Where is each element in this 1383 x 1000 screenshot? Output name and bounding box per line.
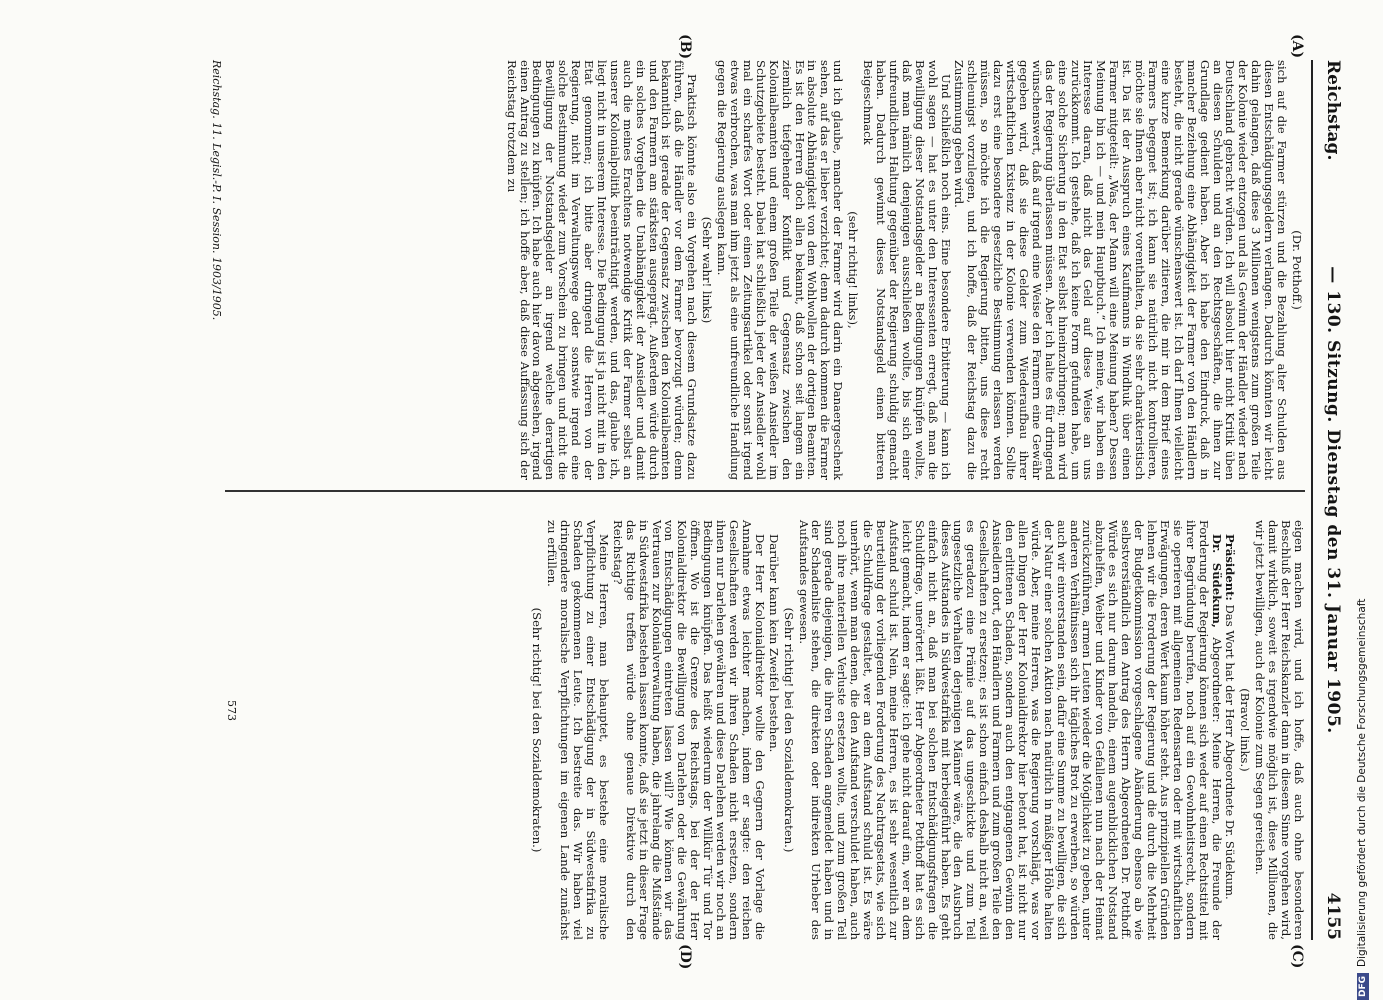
interjection: (sehr richtig! links), (846, 211, 861, 329)
margin-mark-c: (C) (1289, 944, 1305, 969)
president-remark (1224, 520, 1237, 940)
header-rule (1311, 60, 1313, 940)
president-text: Das Wort hat der Herr Abgeordnete Dr. Südekum. (1223, 604, 1238, 900)
footer-legislature: Reichstag. 11. Legisl.-P. I. Session. 1903/1905. (210, 60, 223, 321)
applause: (Bravo! links.) (1238, 688, 1253, 772)
speaker-role: Abgeordneter: (1209, 637, 1224, 723)
sheet-number: 573 (225, 700, 238, 721)
margin-mark-a: (A) (1289, 34, 1305, 59)
margin-mark-b: (B) (677, 34, 693, 60)
digitization-credit (1356, 599, 1369, 1000)
paragraph: Und schließlich noch eins. Eine besondere Erbitterung — kann ich wohl sagen — hat es unter den Interessenten erregt, daß man die Bewilligung dieser Notstandsgelder an Bedingungen knüpfen wollte, daß man nämlich denjenigen ausschließen wollte, bis sich einer unfreundlichen Haltung gegenüber der Regierung schuldig gemacht haben. Dadurch gewinnt dieses Notstandsgeld einen bitteren Beigeschmack (861, 60, 953, 480)
dfg-logo-icon: DFG (1357, 973, 1369, 1000)
paragraph: sich auf die Farmer stürzen und die Bezahlung alter Schulden aus diesen Entschädigungsgeldern verlangen. Dadurch könnten wir leicht dahin gelangen, daß diese 3 Millionen wenigstens zum großen Teile der Kolonie wieder entzogen und als Gewinn der Händler wieder nach Deutschland gebracht würden. Ich will absolut hier nicht Kritik üben an diesen Schulden und an den Rechtsgeschäften, die ihnen zur Grundlage gedient haben. Aber ich habe den Eindruck, daß in mancher Beziehung eine Abhängigkeit der Farmer von den Händlern besteht, die nicht gerade wünschenswert ist. Ich darf Ihnen vielleicht eine kurze Bemerkung darüber zitieren, die mir in dem Brief eines Farmers begegnet ist; ich kann sie natürlich nicht kontrollieren, möchte sie Ihnen aber nicht vorenthalten, da sie sehr charakteristisch ist. Da ist der Ausspruch eines Kaufmanns in Windhuk über einen Farmer mitgeteilt: „Was, der Mann will eine Meinung haben? Dessen Meinung bin ich — und mein Hauptbuch.“ Ich meine, wir haben ein Interesse daran, daß nicht das Geld auf diese Weise an uns zurückkommt. Ich gestehe, daß ich keine Form gefunden habe, um eine solche Sicherung in den Etat selbst hineinzubringen; man wird das der Regierung überlassen müssen. Aber ich halte es für dringend wünschenswert, daß auf irgend eine Weise den Farmern eine Gewähr gegeben wird, daß sie diese Gelder zum Wiederaufbau ihrer wirtschaftlichen Existenz in der Kolonie verwenden können. Sollte dazu erst eine besondere gesetzliche Bestimmung erlassen werden müssen, so möchte ich die Regierung bitten, uns diese recht schleunigst vorzulegen, und ich hoffe, daß der Reichstag dazu die Zustimmung geben wird. (952, 60, 1290, 480)
interjection: (Sehr richtig! bei den Sozialdemokraten.) (530, 607, 545, 853)
paragraph: Praktisch könnte also ein Vorgehen nach diesem Grundsatze dazu führen, daß die Händler vor dem Farmer bevorzugt würden; denn bekanntlich ist gerade der Gegensatz zwischen den Kolonialbeamten und den Farmern am stärksten ausgeprägt. Außerdem würde durch ein solches Vorgehen die Unabhängigkeit der Ansiedler und damit auch die meines Erachtens notwendige Kritik der Farmer selbst an unserer Kolonialpolitik beeinträchtigt werden, und das, glaube ich, liegt nicht in unserem Interesse. Die Bedingung ist ja nicht mit in den Etat genommen; ich bitte aber dringend die Herren von der Regierung, nicht im Verwaltungswege oder sonstwie irgend eine solche Bestimmung wieder zum Vorschein zu bringen und nicht die Bewilligung der Notstandsgelder an irgend welche derartigen Bedingungen zu knüpfen. Ich habe auch hier davon abgesehen, irgend einen Antrag zu stellen; ich hoffe aber, daß diese Auffassung sich der Reichstag trotzdem zu (504, 60, 700, 480)
page-header (1313, 60, 1353, 940)
paragraph: Meine Herren, die Freunde der Forderung der Regierung können sich weder auf einen Rechtstitel mit ihrer Begründung berufen, noch auf ein Gewohnheitsrecht, sondern sie operieren mit allgemeinen Redensarten oder mit wirtschaftlichen Erwägungen, deren Wert kaum höher steht. Aus prinzipiellen Gründen lehnen wir die Forderung der Regierung und die durch die Mehrheit der Budgetkommission vorgeschlagene Abänderung ebenso ab wie selbstverständlich den Antrag des Herrn Abgeordneten Dr. Potthoff. Würde es sich nur darum handeln, einem augenblicklichen Notstand abzuhelfen, Weiber und Kinder von Gefallenen nun nach der Heimat zurückzuführen, armen Leuten wieder die Möglichkeit zu geben, unter anderen Verhältnissen sich ihr tägliches Brot zu erwerben, so würden auch wir einverstanden sein, dafür eine Summe zu bewilligen, die sich der Natur einer solchen Aktion nach natürlich in mäßiger Höhe halten würde. Aber, meine Herren, was die Regierung vorschlägt, was vor allen Dingen der Herr Kolonialdirektor hier betont hat, ist nicht nur den erlittenen Schaden, sondern auch den entgangenen Gewinn den Ansiedlern dort, den Händlern und Farmern und zum großen Teile den Gesellschaften zu ersetzen; es ist schon einfach deshalb nicht an, weil es geradezu eine Prämie auf das ungeschickte und zum Teil ungesetzliche Verhalten derjenigen Männer wäre, die den Ausbruch dieses Aufstandes in Südwestafrika mit herbeigeführt haben. Es geht einfach nicht an, daß man bei solchen Entschädigungsfragen die Schuldfrage, unerörtert läßt. Herr Abgeordneter Potthoff hat es sich leicht gemacht, indem er sagte: ich gehe nicht darauf ein, wer an dem Aufstand schuld ist. Nein, meine Herren, es ist sehr wesentlich zur Beurteilung der vorliegenden Forderung des Nachtragsetats, wie sich die Schuldfrage gestaltet, wer an dem Aufstand schuld ist. Es wäre unerhört, wenn man denen, die den Aufstand verschuldet haben, auch noch ihre materiellen Verluste ersetzen wollte, und zum großen Teil sind gerade diejenigen, die ihren Schaden angemeldet haben und in der Schadenliste stehen, die direkten oder indirekten Urheber des Aufstandes gewesen. (796, 520, 1224, 940)
margin-mark-d: (D) (677, 944, 693, 970)
credit-text: Digitalisierung gefördert durch die Deutsche Forschungsgemeinschaft (1356, 598, 1368, 967)
paragraph: und ich glaube, mancher der Farmer wird darin ein Danaergeschenk sehen, auf das er lieber verzichtet; denn dadurch kommen die Farmer in absolute Abhängigkeit von dem Wohlwollen der dortigen Beamten. Es ist den Herren doch allen bekannt, daß schon seit langem ein ziemlich tiefgehender Konflikt und Gegensatz zwischen den Kolonialbeamten und einem großen Teile der weißen Ansiedler im Schutzgebiete besteht. Dabei hat schließlich jeder der Ansiedler wohl mal ein scharfes Wort oder einen Zeitungsartikel oder sonst irgend etwas verbrochen, was man ihm jetzt als eine unfreundliche Handlung gegen die Regierung auslegen kann. (715, 60, 846, 480)
paragraph: Darüber kann kein Zweifel bestehen. (766, 534, 781, 753)
paragraph: Der Herr Kolonialdirektor wollte den Gegnern der Vorlage die Annahme etwas leichter machen, indem er sagte: den reichen Gesellschaften werden wir ihren Schaden nicht ersetzen, sondern ihnen nur Darlehen gewähren und diese Darlehen werden wir noch an Bedingungen knüpfen. Das heißt wiederum der Willkür Tür und Tor öffnen. Wo ist die Grenze des Reichstags, bei der der Herr Kolonialdirektor die Bewilligung von Darlehen oder die Gewährung von Entschädigungen eintreten lassen will? Wie können wir das Vertrauen zur Kolonialverwaltung haben, die jahrelang die Mißstände in Südwestafrika bestehen lassen konnte, daß sie jetzt in dieser Frage das Richtige treffen würde ohne genaue Direktive durch den Reichstag? (610, 520, 767, 940)
president-label: Präsident: (1223, 534, 1238, 601)
paragraph: eigen machen wird, und ich hoffe, daß auch ohne besonderen Beschluß der Herr Reichskanzler dann in diesem Sinne vorgehen wird, damit wirklich, soweit es irgendwie möglich ist, diese Millionen, die wir jetzt bewilligen, auch der Kolonie zum Segen gereichen. (1253, 520, 1306, 940)
speaker-label: Dr. Südekum, (1209, 534, 1224, 628)
header-title: — 130. Sitzung. Dienstag den 31. Januar 1905. (1323, 266, 1343, 734)
page-number: 4155 (1323, 892, 1343, 940)
left-column (504, 60, 1305, 480)
speaker-intro (797, 520, 1223, 940)
interjection: (Sehr wahr! links) (700, 216, 715, 324)
paragraph: Meine Herren, man behauptet, es bestehe eine moralische Verpflichtung zu einer Entschädigung der in Südwestafrika zu Schaden gekommenen Leute. Ich bestreite das. Wir haben viel dringendere moralische Verpflichtungen im eigenen Lande zunächst zu erfüllen. (545, 520, 611, 940)
right-column (529, 520, 1305, 940)
header-left: Reichstag. (1323, 60, 1343, 161)
speaker-line: (Dr. Potthoff.) (1290, 230, 1304, 310)
interjection: (Sehr richtig! bei den Sozialdemokraten.) (781, 607, 796, 853)
column-divider (225, 490, 1305, 492)
